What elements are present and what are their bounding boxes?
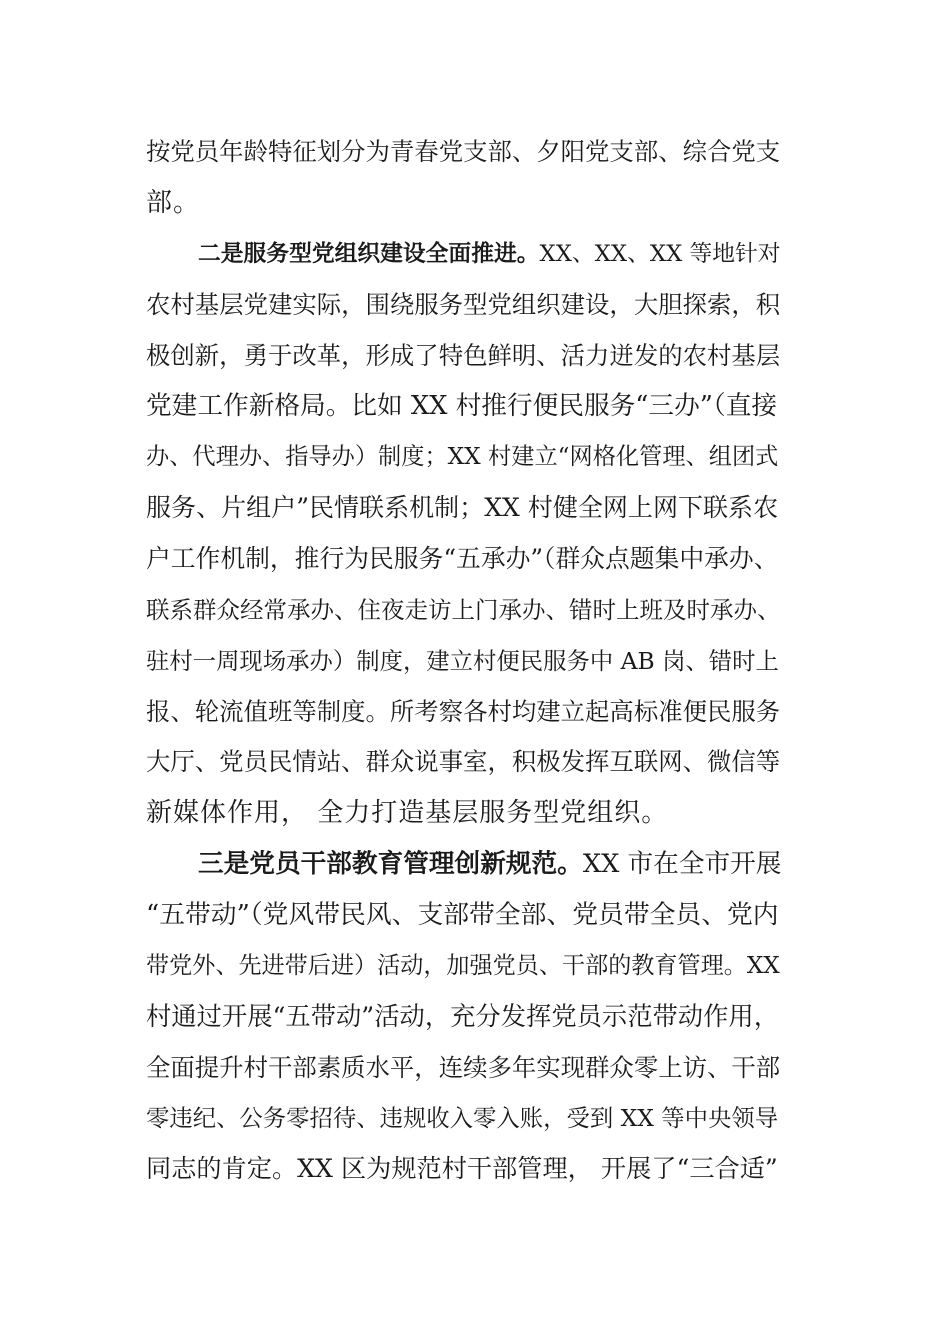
text-line: 党建工作新格局。比如 XX 村推行便民服务“三办”（直接 [146, 391, 778, 421]
text-line: XX、XX、XX 等地针对 [539, 241, 781, 267]
text-line: 新媒体作用， 全力打造基层服务型党组织。 [146, 798, 669, 828]
text-line: 村通过开展“五带动”活动，充分发挥党员示范带动作用， [146, 1002, 779, 1031]
text-line: 带党外、先进带后进）活动，加强党员、干部的教育管理。XX [146, 953, 780, 979]
text-line: 驻村一周现场承办）制度，建立村便民服务中 AB 岗、错时上 [146, 647, 779, 675]
text-line: 全面提升村干部素质水平，连续多年实现群众零上访、干部 [146, 1053, 781, 1082]
paragraph-first-line [198, 844, 781, 884]
text-line: XX 市在全市开展 [582, 849, 782, 879]
text-line: “五带动”（党风带民风、支部带全部、党员带全员、党内 [146, 900, 779, 930]
text-line: 极创新，勇于改革，形成了特色鲜明、活力迸发的农村基层 [146, 341, 781, 370]
paragraph-first-line [198, 234, 781, 274]
text-line: 服务、片组户”民情联系机制；XX 村健全网上网下联系农 [146, 493, 779, 522]
paragraph-lead: 三是党员干部教育管理创新规范。 [198, 849, 583, 879]
text-line: 部。 [146, 188, 201, 218]
text-line: 同志的肯定。XX 区为规范村干部管理， 开展了“三合适” [146, 1154, 778, 1183]
text-line: 联系群众经常承办、住夜走访上门承办、错时上班及时承办、 [146, 596, 781, 624]
text-line: 按党员年龄特征划分为青春党支部、夕阳党支部、综合党支 [146, 137, 781, 166]
text-line: 办、代理办、指导办）制度；XX 村建立“网格化管理、组团式 [146, 443, 779, 470]
text-line: 户工作机制，推行为民服务“五承办”（群众点题集中承办、 [146, 544, 779, 573]
text-line: 零违纪、公务零招待、违规收入零入账，受到 XX 等中央领导 [146, 1104, 779, 1132]
paragraph-lead: 二是服务型党组织建设全面推进。 [198, 241, 540, 267]
text-line: 大厅、党员民情站、群众说事室，积极发挥互联网、微信等 [146, 747, 781, 776]
text-line: 报、轮流值班等制度。所考察各村均建立起高标准便民服务 [146, 697, 781, 726]
text-line: 农村基层党建实际，围绕服务型党组织建设，大胆探索，积 [146, 290, 781, 319]
